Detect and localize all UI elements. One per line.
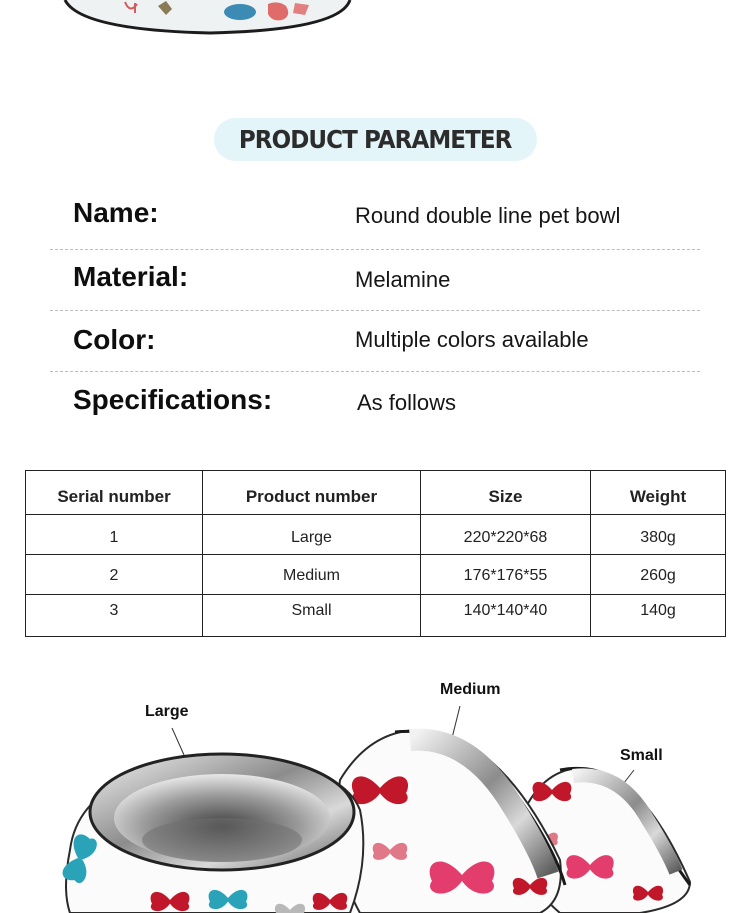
material-label: Material: [73,261,189,292]
divider-3 [50,371,700,372]
large-callout-line [172,728,184,755]
table-cell-size: 140*140*40 [421,595,591,636]
table-cell-product: Medium [203,555,421,595]
column-header-product-number: Product number [203,471,421,515]
material-value: Melamine [355,267,451,292]
table-cell-weight: 140g [640,601,676,619]
table-cell-size: 220*220*68 [421,515,591,555]
large-bowl [61,754,364,913]
color-value: Multiple colors available [355,327,589,352]
medium-callout-line [452,706,460,738]
spec-table [25,470,726,637]
section-title: PRODUCT PARAMETER [239,125,512,154]
large-callout-label: Large [145,703,189,720]
table-cell-product: Large [203,515,421,555]
table-cell-serial: 1 [26,515,203,555]
column-header-size: Size [421,471,591,515]
bowls-photo [0,660,750,913]
specifications-label: Specifications: [73,384,273,415]
specifications-value: As follows [357,390,457,415]
small-callout-label: Small [620,747,663,764]
table-cell-serial: 3 [26,595,203,636]
table-cell-weight: 380g [591,515,725,555]
divider-2 [50,310,700,311]
section-title-pill [214,118,537,161]
column-header-weight: Weight [591,471,725,515]
name-value: Round double line pet bowl [355,203,621,228]
table-cell-product: Small [203,595,421,636]
table-cell-serial: 2 [26,555,203,595]
top-bowl-image [40,0,380,40]
table-cell-weight: 260g [591,555,725,595]
medium-bowl [338,730,566,913]
name-label: Name: [73,197,159,228]
color-label: Color: [73,324,156,355]
medium-callout-label: Medium [440,681,501,698]
column-header-serial-number: Serial number [26,471,203,515]
divider-1 [50,249,700,250]
table-cell-size: 176*176*55 [421,555,591,595]
